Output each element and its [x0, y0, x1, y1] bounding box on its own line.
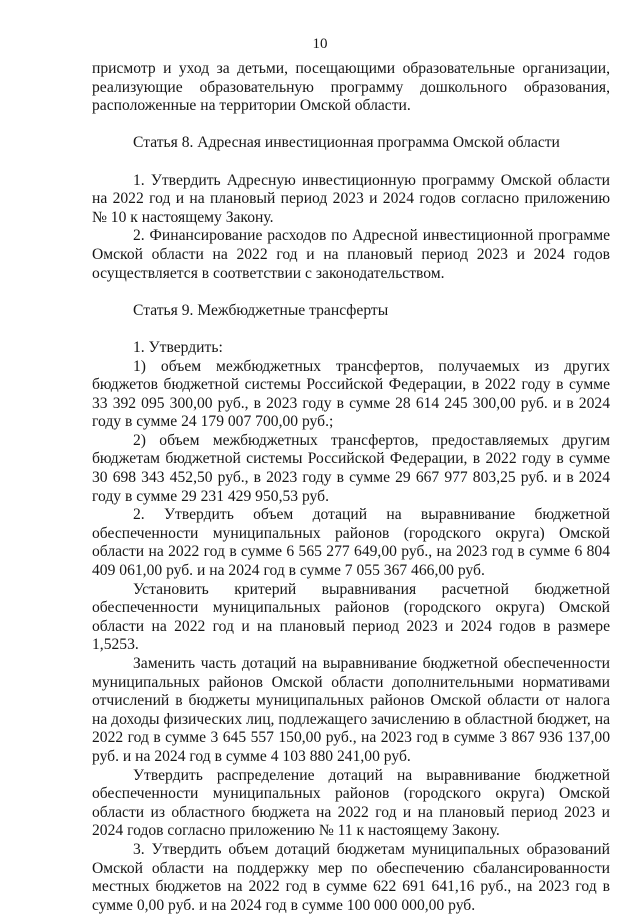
article-9-clause-1: 1. Утвердить: — [133, 338, 223, 356]
spacer — [92, 320, 610, 339]
page-number: 10 — [312, 36, 328, 52]
paragraph-continuation: присмотр и уход за детьми, посещающими образовательные организации, реализующие образовательную программу дошкольного образования, расположенные на территории Омской области. — [92, 60, 610, 115]
article-9-replacement-paragraph: Заменить часть дотаций на выравнивание бюджетной обеспеченности муниципальных районов Омской области дополнительными нормативами отчислений в бюджеты муниципальных районов Омской области от налога на доходы физических лиц, подлежащего зачислению в областной бюджет, на 2022 год в сумме 3 645 557 150,00 руб., на 2023 год в сумме 3 867 936 137,00 руб. и на 2024 год в сумме 4 103 880 241,00 руб. — [92, 655, 610, 765]
article-9-clause-1-item-2: 2) объем межбюджетных трансфертов, предоставляемых другим бюджетам бюджетной системы Российской Федерации, в 2022 году в сумме 30 698 343 452,50 руб., в 2023 году в сумме 29 667 977 803,25 руб. и в 2024 году в сумме 29 231 429 950,53 руб. — [92, 431, 610, 505]
spacer — [92, 153, 610, 172]
document-body — [92, 60, 610, 915]
article-9-clause-2: 2. Утвердить объем дотаций на выравнивание бюджетной обеспеченности муниципальных районов (городского округа) Омской области на 2022 год в сумме 6 565 277 649,00 руб., на 2023 год в сумме 6 804 409 061,00 руб. и на 2024 год в сумме 7 055 367 466,00 руб. — [92, 506, 610, 580]
article-9-criterion-paragraph: Установить критерий выравнивания расчетной бюджетной обеспеченности муниципальных районов (городского округа) Омской области на 2022 год и на плановый период 2023 и 2024 годов в размере 1,5253. — [92, 580, 610, 654]
article-9-clause-3: 3. Утвердить объем дотаций бюджетам муниципальных образований Омской области на поддержку мер по обеспечению сбалансированности местных бюджетов на 2022 год в сумме 622 691 641,16 руб., на 2023 год в сумме 0,00 руб. и на 2024 год в сумме 100 000 000,00 руб. — [92, 840, 610, 914]
article-8-heading: Статья 8. Адресная инвестиционная программа Омской области — [133, 134, 560, 152]
spacer — [92, 283, 610, 302]
article-8-clause-2: 2. Финансирование расходов по Адресной инвестиционной программе Омской области на 2022 год и на плановый период 2023 и 2024 годов осуществляется в соответствии с законодательством. — [92, 227, 610, 282]
article-9-heading: Статья 9. Межбюджетные трансферты — [133, 301, 389, 319]
spacer — [92, 116, 610, 135]
article-9-distribution-paragraph: Утвердить распределение дотаций на выравнивание бюджетной обеспеченности муниципальных районов (городского округа) Омской области из областного бюджета на 2022 год и на плановый период 2023 и 2024 годов согласно приложению № 11 к настоящему Закону. — [92, 766, 610, 840]
article-9-clause-1-item-1: 1) объем межбюджетных трансфертов, получаемых из других бюджетов бюджетной системы Российской Федерации, в 2022 году в сумме 33 392 095 300,00 руб., в 2023 году в сумме 28 614 245 300,00 руб. и в 2024 году в сумме 24 179 007 700,00 руб.; — [92, 357, 610, 431]
article-8-clause-1: 1. Утвердить Адресную инвестиционную программу Омской области на 2022 год и на плановый период 2023 и 2024 годов согласно приложению № 10 к настоящему Закону. — [92, 171, 610, 226]
